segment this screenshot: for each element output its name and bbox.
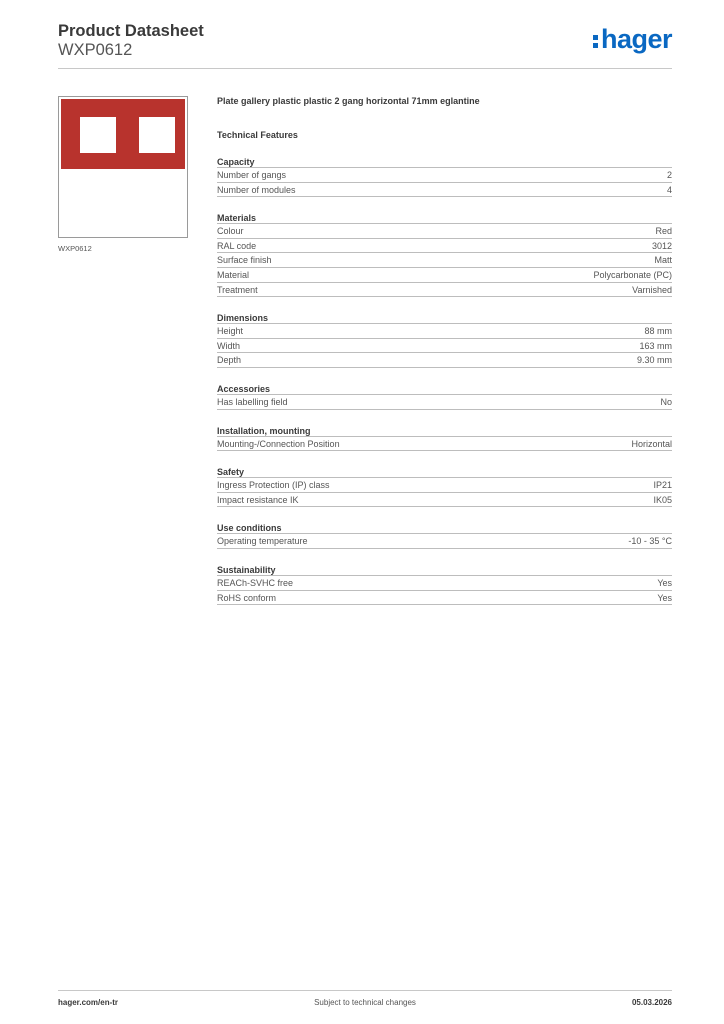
spec-label: Treatment bbox=[217, 284, 258, 295]
spec-label: RAL code bbox=[217, 240, 257, 251]
spec-value: Yes bbox=[657, 592, 672, 603]
document-header bbox=[58, 22, 204, 60]
spec-label: RoHS conform bbox=[217, 592, 277, 603]
spec-label: Impact resistance IK bbox=[217, 494, 299, 505]
plate-opening-right bbox=[139, 117, 175, 153]
spec-value: Varnished bbox=[632, 284, 672, 295]
section-title: Accessories bbox=[217, 383, 672, 395]
spec-label: Number of modules bbox=[217, 184, 296, 195]
spec-label: REACh-SVHC free bbox=[217, 577, 294, 588]
spec-value: Red bbox=[655, 226, 672, 237]
logo-text: hager bbox=[600, 24, 672, 54]
footer-date: 05.03.2026 bbox=[631, 998, 672, 1007]
section-title: Use conditions bbox=[217, 522, 672, 534]
spec-value: 2 bbox=[666, 170, 672, 180]
product-description: Plate gallery plastic plastic 2 gang horizontal 71mm eglantine bbox=[217, 96, 480, 106]
spec-value: -10 - 35 °C bbox=[628, 536, 672, 547]
spec-row bbox=[217, 591, 672, 606]
spec-label: Width bbox=[217, 340, 241, 351]
header-divider bbox=[58, 68, 672, 69]
spec-label: Height bbox=[217, 326, 244, 337]
spec-value: 9.30 mm bbox=[636, 355, 672, 366]
spec-row bbox=[217, 437, 672, 452]
plate-image bbox=[61, 99, 185, 169]
spec-value: IK05 bbox=[653, 494, 672, 505]
spec-row bbox=[217, 324, 672, 339]
spec-row bbox=[217, 183, 672, 198]
spec-section bbox=[217, 383, 672, 410]
spec-label: Colour bbox=[217, 226, 244, 237]
section-title: Dimensions bbox=[217, 312, 672, 324]
image-caption: WXP0612 bbox=[58, 244, 92, 253]
spec-label: Mounting-/Connection Position bbox=[217, 438, 340, 449]
section-title: Safety bbox=[217, 466, 672, 478]
spec-section bbox=[217, 522, 672, 549]
spec-row bbox=[217, 395, 672, 410]
spec-section bbox=[217, 212, 672, 297]
footer-note: Subject to technical changes bbox=[314, 998, 416, 1007]
spec-row bbox=[217, 576, 672, 591]
footer-divider bbox=[58, 990, 672, 991]
spec-section bbox=[217, 564, 672, 605]
logo-colon-icon bbox=[593, 27, 599, 49]
spec-value: 163 mm bbox=[639, 340, 672, 351]
product-code: WXP0612 bbox=[58, 41, 133, 59]
section-title: Sustainability bbox=[217, 564, 672, 576]
section-title: Materials bbox=[217, 212, 672, 224]
spec-row bbox=[217, 224, 672, 239]
section-title: Capacity bbox=[217, 156, 672, 168]
product-image bbox=[58, 96, 188, 238]
spec-row bbox=[217, 534, 672, 549]
spec-row bbox=[217, 478, 672, 493]
spec-row bbox=[217, 283, 672, 298]
spec-value: 4 bbox=[666, 184, 672, 195]
spec-value: Yes bbox=[657, 577, 672, 588]
spec-section bbox=[217, 156, 672, 197]
section-title: Installation, mounting bbox=[217, 425, 672, 437]
spec-label: Depth bbox=[217, 355, 242, 366]
document-footer bbox=[58, 998, 672, 1010]
spec-value: IP21 bbox=[653, 480, 672, 491]
spec-section bbox=[217, 312, 672, 368]
spec-row bbox=[217, 268, 672, 283]
spec-label: Surface finish bbox=[217, 255, 272, 266]
spec-row bbox=[217, 493, 672, 508]
spec-label: Operating temperature bbox=[217, 536, 308, 547]
spec-label: Has labelling field bbox=[217, 396, 288, 407]
spec-row bbox=[217, 339, 672, 354]
spec-value: No bbox=[660, 396, 672, 407]
plate-opening-left bbox=[80, 117, 116, 153]
spec-sections bbox=[217, 156, 672, 605]
spec-section bbox=[217, 466, 672, 507]
spec-value: Horizontal bbox=[631, 438, 672, 449]
spec-row bbox=[217, 353, 672, 368]
spec-value: Polycarbonate (PC) bbox=[593, 269, 672, 280]
technical-features-title: Technical Features bbox=[217, 130, 298, 140]
spec-label: Number of gangs bbox=[217, 170, 287, 180]
footer-website: hager.com/en-tr bbox=[58, 998, 119, 1007]
spec-value: 3012 bbox=[651, 240, 672, 251]
spec-label: Material bbox=[217, 269, 250, 280]
spec-section bbox=[217, 425, 672, 452]
spec-content bbox=[217, 95, 672, 605]
spec-row bbox=[217, 253, 672, 268]
spec-value: 88 mm bbox=[644, 326, 672, 337]
hager-logo bbox=[593, 24, 672, 54]
spec-row bbox=[217, 239, 672, 254]
spec-label: Ingress Protection (IP) class bbox=[217, 480, 330, 491]
spec-row bbox=[217, 168, 672, 183]
spec-value: Matt bbox=[654, 255, 672, 266]
document-title: Product Datasheet bbox=[58, 22, 204, 40]
